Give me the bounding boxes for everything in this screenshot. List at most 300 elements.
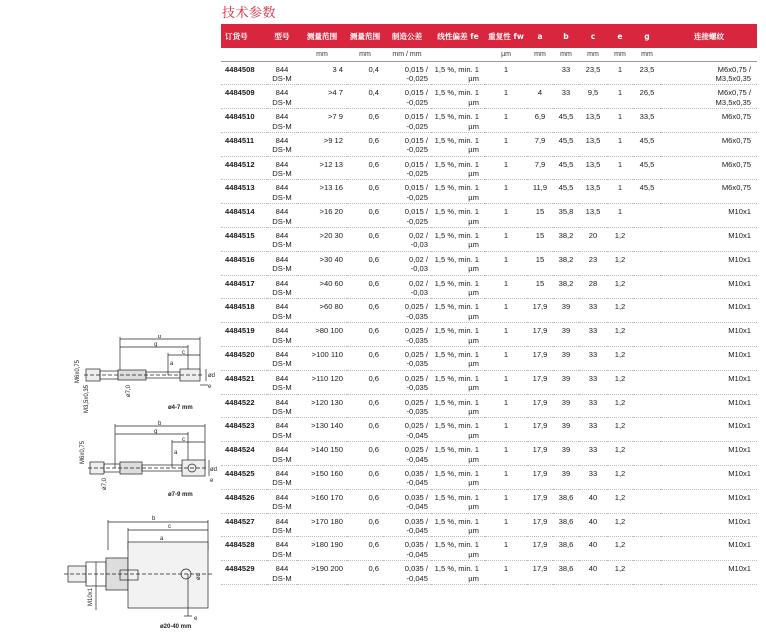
cell-thread (661, 228, 757, 252)
cell-tolerance-line: 0,025 / (404, 350, 428, 360)
cell-b: 38,2 (553, 228, 579, 252)
drawing-caption: ø4-7 mm (168, 405, 193, 411)
cell-a: 15 (527, 228, 553, 252)
cell-model-line: DS-M (272, 573, 292, 583)
cell-model-line: 844 (275, 350, 289, 360)
cell-g (633, 323, 661, 347)
cell-linearity-line: 1,5 %, min. 1 (434, 445, 479, 455)
header-order: 订货号 (221, 24, 267, 48)
cell-model-line: 844 (275, 207, 289, 217)
cell-e: 1,2 (607, 513, 633, 537)
cell-tolerance-line: 0,035 / (404, 540, 428, 550)
table-row (221, 61, 757, 85)
cell-range2: 0,4 (347, 61, 383, 85)
cell-tolerance-line: -0,025 (406, 121, 428, 131)
cell-tolerance (383, 204, 431, 228)
cell-b: 45,5 (553, 156, 579, 180)
units-row (221, 48, 757, 61)
cell-e: 1,2 (607, 370, 633, 394)
cell-range: >9 12 (297, 132, 347, 156)
table-row (221, 156, 757, 180)
cell-b: 39 (553, 370, 579, 394)
table-row (221, 466, 757, 490)
unit-cell: mm (633, 48, 661, 61)
cell-model-line: DS-M (272, 454, 292, 464)
cell-range: >160 170 (297, 489, 347, 513)
cell-model (267, 61, 297, 85)
cell-g (633, 537, 661, 561)
cell-repeatability: 1 (485, 61, 527, 85)
cell-linearity (431, 513, 485, 537)
cell-thread-line: M6x0,75 / (717, 64, 751, 74)
cell-e: 1,2 (607, 323, 633, 347)
cell-order: 4484512 (221, 156, 267, 180)
cell-thread-line: M10x1 (728, 207, 751, 217)
cell-e: 1,2 (607, 347, 633, 371)
cell-repeatability: 1 (485, 109, 527, 133)
cell-order: 4484514 (221, 204, 267, 228)
cell-tolerance-line: 0,015 / (404, 64, 428, 74)
cell-a: 17,9 (527, 537, 553, 561)
cell-tolerance-line: 0,025 / (404, 373, 428, 383)
cell-order: 4484511 (221, 132, 267, 156)
header-repeatability: 重复性 fw (485, 24, 527, 48)
table-row (221, 180, 757, 204)
cell-linearity (431, 370, 485, 394)
cell-range: >180 190 (297, 537, 347, 561)
cell-linearity-line: µm (468, 288, 479, 298)
cell-linearity-line: µm (468, 145, 479, 155)
cell-b: 39 (553, 418, 579, 442)
cell-range: >13 16 (297, 180, 347, 204)
cell-repeatability: 1 (485, 204, 527, 228)
cell-thread (661, 299, 757, 323)
cell-order: 4484509 (221, 85, 267, 109)
cell-tolerance-line: 0,035 / (404, 516, 428, 526)
cell-thread-line: M10x1 (728, 540, 751, 550)
cell-tolerance-line: 0,025 / (404, 397, 428, 407)
cell-linearity-line: µm (468, 478, 479, 488)
cell-linearity-line: 1,5 %, min. 1 (434, 326, 479, 336)
cell-model (267, 299, 297, 323)
cell-linearity (431, 61, 485, 85)
cell-g: 33,5 (633, 109, 661, 133)
cell-e: 1 (607, 85, 633, 109)
cell-model-line: DS-M (272, 97, 292, 107)
header-g: g (633, 24, 661, 48)
cell-repeatability: 1 (485, 347, 527, 371)
cell-g (633, 418, 661, 442)
cell-g (633, 228, 661, 252)
cell-a: 17,9 (527, 370, 553, 394)
unit-cell: mm (607, 48, 633, 61)
cell-linearity-line: 1,5 %, min. 1 (434, 183, 479, 193)
header-model: 型号 (267, 24, 297, 48)
cell-thread-line: M10x1 (728, 254, 751, 264)
table-row (221, 323, 757, 347)
cell-c: 33 (579, 370, 607, 394)
header-b: b (553, 24, 579, 48)
cell-tolerance-line: -0,045 (406, 549, 428, 559)
cell-thread (661, 418, 757, 442)
cell-linearity-line: 1,5 %, min. 1 (434, 350, 479, 360)
table-row (221, 275, 757, 299)
cell-linearity-line: µm (468, 383, 479, 393)
cell-tolerance-line: -0,035 (406, 407, 428, 417)
header-tolerance: 制造公差 (383, 24, 431, 48)
cell-model-line: 844 (275, 88, 289, 98)
dim-b-label: b (152, 516, 156, 522)
cell-tolerance-line: 0,035 / (404, 492, 428, 502)
cell-range2: 0,6 (347, 489, 383, 513)
dim-e-label: e (194, 616, 198, 622)
cell-linearity-line: µm (468, 216, 479, 226)
cell-model (267, 442, 297, 466)
cell-b: 38,2 (553, 275, 579, 299)
cell-thread (661, 347, 757, 371)
cell-linearity (431, 418, 485, 442)
cell-linearity-line: 1,5 %, min. 1 (434, 112, 479, 122)
cell-tolerance-line: 0,02 / (409, 231, 428, 241)
cell-order: 4484519 (221, 323, 267, 347)
unit-cell: mm (579, 48, 607, 61)
cell-thread (661, 370, 757, 394)
cell-range2: 0,6 (347, 204, 383, 228)
cell-g (633, 299, 661, 323)
cell-linearity-line: µm (468, 359, 479, 369)
cell-linearity-line: 1,5 %, min. 1 (434, 88, 479, 98)
dim-c-label: c (182, 437, 185, 443)
cell-tolerance (383, 418, 431, 442)
cell-tolerance-line: -0,03 (410, 264, 428, 274)
cell-a: 7,9 (527, 132, 553, 156)
cell-e: 1 (607, 132, 633, 156)
cell-tolerance (383, 61, 431, 85)
cell-linearity (431, 394, 485, 418)
cell-c: 13,5 (579, 109, 607, 133)
cell-repeatability: 1 (485, 466, 527, 490)
table-row (221, 537, 757, 561)
cell-range2: 0,6 (347, 180, 383, 204)
unit-cell: µm (485, 48, 527, 61)
table-row (221, 132, 757, 156)
cell-model-line: 844 (275, 421, 289, 431)
cell-a: 17,9 (527, 418, 553, 442)
cell-tolerance-line: -0,045 (406, 478, 428, 488)
cell-linearity-line: 1,5 %, min. 1 (434, 373, 479, 383)
cell-model (267, 418, 297, 442)
cell-model (267, 466, 297, 490)
cell-c: 33 (579, 466, 607, 490)
cell-order: 4484521 (221, 370, 267, 394)
cell-model (267, 394, 297, 418)
header-range: 测量范围 (297, 24, 347, 48)
cell-a: 17,9 (527, 347, 553, 371)
cell-repeatability: 1 (485, 394, 527, 418)
cell-thread-line: M10x1 (728, 302, 751, 312)
cell-e: 1,2 (607, 299, 633, 323)
cell-range: >190 200 (297, 561, 347, 585)
cell-repeatability: 1 (485, 513, 527, 537)
cell-tolerance-line: 0,015 / (404, 88, 428, 98)
cell-repeatability: 1 (485, 370, 527, 394)
cell-thread (661, 109, 757, 133)
table-row (221, 370, 757, 394)
cell-model (267, 156, 297, 180)
cell-c: 40 (579, 513, 607, 537)
cell-tolerance-line: 0,025 / (404, 421, 428, 431)
cell-model-line: DS-M (272, 240, 292, 250)
cell-a: 15 (527, 275, 553, 299)
cell-c: 33 (579, 299, 607, 323)
cell-thread-line: M10x1 (728, 350, 751, 360)
header-a: a (527, 24, 553, 48)
cell-range: 3 4 (297, 61, 347, 85)
cell-tolerance-line: -0,035 (406, 359, 428, 369)
cell-range2: 0,6 (347, 132, 383, 156)
cell-order: 4484513 (221, 180, 267, 204)
cell-b: 33 (553, 61, 579, 85)
table-row (221, 418, 757, 442)
cell-a: 7,9 (527, 156, 553, 180)
dim-e-label: e (208, 384, 212, 390)
cell-tolerance-line: 0,015 / (404, 135, 428, 145)
cell-linearity (431, 132, 485, 156)
cell-a (527, 61, 553, 85)
cell-g (633, 251, 661, 275)
dim-b-label: b (158, 421, 162, 427)
cell-a: 11,9 (527, 180, 553, 204)
cell-linearity-line: µm (468, 240, 479, 250)
cell-linearity-line: 1,5 %, min. 1 (434, 231, 479, 241)
dim-g-label: g (154, 429, 158, 435)
cell-c: 40 (579, 561, 607, 585)
cell-tolerance-line: -0,025 (406, 73, 428, 83)
thread-label-1: M6x0,75 (80, 440, 86, 464)
cell-range2: 0,6 (347, 109, 383, 133)
dim-d-label: ød (196, 572, 202, 580)
dim-diameter-label: ø7,0 (126, 384, 132, 397)
cell-range2: 0,4 (347, 85, 383, 109)
dim-a-label: a (174, 450, 178, 456)
cell-tolerance-line: -0,025 (406, 97, 428, 107)
cell-linearity (431, 85, 485, 109)
table-body (221, 61, 757, 585)
cell-e: 1,2 (607, 251, 633, 275)
cell-linearity-line: µm (468, 430, 479, 440)
cell-model-line: DS-M (272, 407, 292, 417)
cell-range: >110 120 (297, 370, 347, 394)
header-e: e (607, 24, 633, 48)
cell-c: 13,5 (579, 204, 607, 228)
cell-g (633, 513, 661, 537)
cell-model-line: 844 (275, 492, 289, 502)
cell-b: 39 (553, 394, 579, 418)
cell-b: 39 (553, 347, 579, 371)
cell-range: >80 100 (297, 323, 347, 347)
cell-e: 1,2 (607, 394, 633, 418)
cell-thread (661, 61, 757, 85)
cell-model-line: 844 (275, 112, 289, 122)
cell-a: 17,9 (527, 466, 553, 490)
cell-tolerance-line: 0,025 / (404, 302, 428, 312)
cell-thread (661, 156, 757, 180)
cell-range2: 0,6 (347, 513, 383, 537)
cell-model (267, 561, 297, 585)
cell-linearity-line: µm (468, 502, 479, 512)
cell-e: 1,2 (607, 228, 633, 252)
cell-linearity-line: µm (468, 335, 479, 345)
cell-range: >30 40 (297, 251, 347, 275)
cell-g (633, 204, 661, 228)
cell-e: 1,2 (607, 466, 633, 490)
cell-model (267, 132, 297, 156)
cell-e: 1 (607, 180, 633, 204)
cell-tolerance (383, 299, 431, 323)
cell-model-line: DS-M (272, 549, 292, 559)
table-row (221, 228, 757, 252)
probe-drawing-svg (70, 335, 220, 415)
cell-model-line: DS-M (272, 383, 292, 393)
cell-b: 45,5 (553, 132, 579, 156)
cell-model-line: DS-M (272, 216, 292, 226)
cell-repeatability: 1 (485, 251, 527, 275)
cell-b: 38,6 (553, 561, 579, 585)
cell-thread-line: M10x1 (728, 469, 751, 479)
cell-model-line: DS-M (272, 359, 292, 369)
cell-model-line: DS-M (272, 478, 292, 488)
cell-tolerance-line: 0,025 / (404, 445, 428, 455)
cell-range: >12 13 (297, 156, 347, 180)
cell-order: 4484527 (221, 513, 267, 537)
cell-linearity-line: µm (468, 121, 479, 131)
cell-b: 39 (553, 299, 579, 323)
cell-b: 38,6 (553, 537, 579, 561)
cell-e: 1,2 (607, 442, 633, 466)
cell-model-line: DS-M (272, 311, 292, 321)
cell-thread (661, 251, 757, 275)
cell-model-line: DS-M (272, 192, 292, 202)
cell-model (267, 537, 297, 561)
cell-tolerance-line: -0,045 (406, 573, 428, 583)
cell-tolerance-line: -0,045 (406, 454, 428, 464)
cell-repeatability: 1 (485, 132, 527, 156)
cell-tolerance-line: 0,015 / (404, 112, 428, 122)
cell-model-line: DS-M (272, 502, 292, 512)
cell-tolerance (383, 347, 431, 371)
cell-tolerance (383, 466, 431, 490)
cell-linearity-line: 1,5 %, min. 1 (434, 492, 479, 502)
cell-c: 33 (579, 323, 607, 347)
cell-g (633, 561, 661, 585)
cell-a: 15 (527, 251, 553, 275)
cell-e: 1,2 (607, 275, 633, 299)
header-c: c (579, 24, 607, 48)
table-row (221, 109, 757, 133)
cell-linearity (431, 299, 485, 323)
cell-linearity (431, 156, 485, 180)
table-row (221, 561, 757, 585)
cell-b: 39 (553, 323, 579, 347)
cell-range2: 0,6 (347, 394, 383, 418)
cell-model-line: DS-M (272, 169, 292, 179)
cell-g: 23,5 (633, 61, 661, 85)
cell-b: 38,6 (553, 489, 579, 513)
cell-b: 39 (553, 466, 579, 490)
cell-a: 4 (527, 85, 553, 109)
cell-tolerance-line: 0,015 / (404, 183, 428, 193)
spec-table (221, 24, 757, 585)
cell-tolerance-line: 0,025 / (404, 326, 428, 336)
cell-model-line: 844 (275, 302, 289, 312)
cell-model (267, 489, 297, 513)
cell-c: 23 (579, 251, 607, 275)
cell-e: 1,2 (607, 418, 633, 442)
cell-model (267, 228, 297, 252)
dim-d-label: ød (210, 467, 218, 473)
cell-model (267, 275, 297, 299)
cell-c: 40 (579, 489, 607, 513)
cell-tolerance-line: 0,035 / (404, 469, 428, 479)
cell-linearity-line: 1,5 %, min. 1 (434, 469, 479, 479)
unit-cell: mm (347, 48, 383, 61)
table-header-row (221, 24, 757, 48)
cell-b: 35,8 (553, 204, 579, 228)
cell-c: 20 (579, 228, 607, 252)
header-thread: 连接螺纹 (661, 24, 757, 48)
cell-model-line: DS-M (272, 145, 292, 155)
cell-repeatability: 1 (485, 180, 527, 204)
cell-range: >130 140 (297, 418, 347, 442)
cell-range: >120 130 (297, 394, 347, 418)
cell-model-line: 844 (275, 373, 289, 383)
cell-tolerance (383, 132, 431, 156)
cell-range2: 0,6 (347, 156, 383, 180)
cell-range: >60 80 (297, 299, 347, 323)
table-row (221, 394, 757, 418)
cell-linearity (431, 204, 485, 228)
probe-drawing-svg (70, 420, 220, 500)
cell-linearity-line: 1,5 %, min. 1 (434, 254, 479, 264)
cell-linearity (431, 109, 485, 133)
cell-tolerance-line: -0,035 (406, 335, 428, 345)
cell-model-line: 844 (275, 278, 289, 288)
cell-model-line: 844 (275, 135, 289, 145)
cell-thread-line: M10x1 (728, 373, 751, 383)
cell-g (633, 489, 661, 513)
cell-linearity-line: 1,5 %, min. 1 (434, 516, 479, 526)
cell-g (633, 370, 661, 394)
cell-tolerance-line: 0,035 / (404, 564, 428, 574)
dim-c-label: c (182, 350, 185, 356)
cell-tolerance-line: -0,025 (406, 216, 428, 226)
table-row (221, 442, 757, 466)
cell-repeatability: 1 (485, 489, 527, 513)
table-row (221, 204, 757, 228)
drawing-probe-4-7 (70, 335, 220, 415)
cell-range2: 0,6 (347, 323, 383, 347)
cell-thread-line: M6x0,75 (721, 183, 751, 193)
cell-linearity-line: µm (468, 97, 479, 107)
cell-linearity-line: 1,5 %, min. 1 (434, 278, 479, 288)
cell-thread-line: M10x1 (728, 516, 751, 526)
cell-thread-line: M10x1 (728, 445, 751, 455)
cell-thread (661, 275, 757, 299)
cell-c: 33 (579, 442, 607, 466)
cell-tolerance (383, 370, 431, 394)
cell-order: 4484518 (221, 299, 267, 323)
cell-c: 33 (579, 347, 607, 371)
